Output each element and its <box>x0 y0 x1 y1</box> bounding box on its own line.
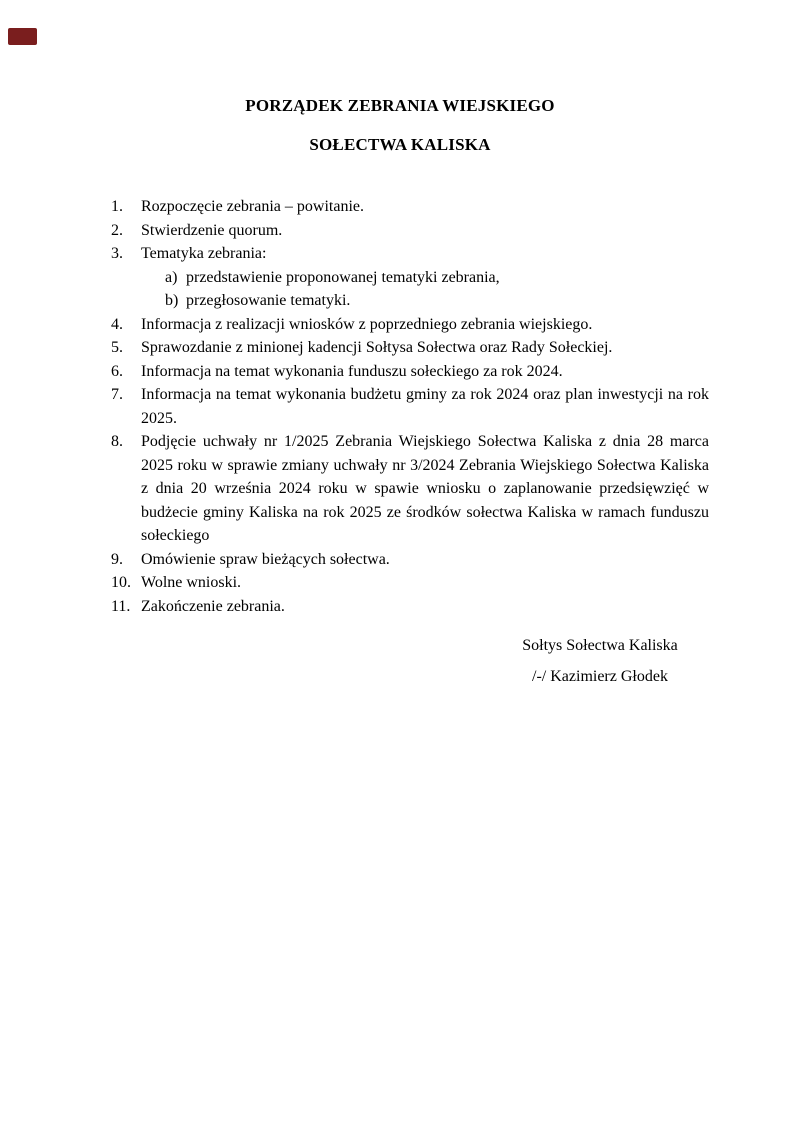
agenda-item-text: Omówienie spraw bieżących sołectwa. <box>141 550 390 568</box>
agenda-item-9 <box>111 548 709 572</box>
agenda-subitem-text: przedstawienie proponowanej tematyki zebrania, <box>186 268 500 286</box>
agenda-item-number: 10. <box>111 574 131 591</box>
agenda-item-7 <box>111 383 709 430</box>
agenda-item-3 <box>111 242 709 266</box>
agenda-item-text: Podjęcie uchwały nr 1/2025 Zebrania Wiejskiego Sołectwa Kaliska z dnia 28 marca 2025 roku w sprawie zmiany uchwały nr 3/2024 Zebrania Wiejskiego Sołectwa Kaliska z dnia 20 września 2024 roku w spawie wniosku o zaplanowanie przedsięwzięć w budżecie gminy Kaliska na rok 2025 ze środków sołectwa Kaliska w ramach funduszu sołeckiego <box>141 433 709 544</box>
agenda-item-number: 5. <box>111 339 123 356</box>
agenda-item-text: Zakończenie zebrania. <box>141 597 285 615</box>
agenda-item-1 <box>111 195 709 219</box>
agenda-subitem-number: b) <box>165 292 179 309</box>
agenda-item-6 <box>111 360 709 384</box>
document-title-line2: SOŁECTWA KALISKA <box>309 135 491 154</box>
agenda-item-2 <box>111 219 709 243</box>
document-title-line1: PORZĄDEK ZEBRANIA WIEJSKIEGO <box>245 96 555 115</box>
signature-role: Sołtys Sołectwa Kaliska <box>522 637 678 654</box>
agenda-item-text: Informacja na temat wykonania funduszu sołeckiego za rok 2024. <box>141 362 563 380</box>
agenda-item-number: 6. <box>111 362 123 380</box>
agenda-item-number: 2. <box>111 221 123 239</box>
agenda-item-number: 8. <box>111 433 123 450</box>
agenda-item-text: Informacja z realizacji wniosków z poprzedniego zebrania wiejskiego. <box>141 315 593 333</box>
agenda-item-11 <box>111 595 709 619</box>
agenda-item-number: 3. <box>111 245 123 262</box>
agenda-item-text: Sprawozdanie z minionej kadencji Sołtysa Sołectwa oraz Rady Sołeckiej. <box>141 339 613 356</box>
corner-red-mark <box>8 28 37 45</box>
agenda-item-5 <box>111 336 709 360</box>
agenda-item-text: Tematyka zebrania: <box>141 245 267 262</box>
signature-block <box>470 634 730 689</box>
agenda-item-4 <box>111 313 709 337</box>
agenda-item-text: Stwierdzenie quorum. <box>141 221 283 239</box>
agenda-item-text: Wolne wnioski. <box>141 574 242 591</box>
agenda-item-number: 1. <box>111 198 123 215</box>
agenda-subitem-text: przegłosowanie tematyki. <box>186 292 351 309</box>
agenda-list <box>111 195 709 618</box>
agenda-subitem-b <box>165 289 709 313</box>
document-header <box>0 94 800 157</box>
agenda-subitem-number: a) <box>165 268 178 286</box>
agenda-item-number: 11. <box>111 597 131 615</box>
agenda-subitem-a <box>165 266 709 290</box>
signature-name: /-/ Kazimierz Głodek <box>532 668 668 685</box>
agenda-item-number: 7. <box>111 386 123 403</box>
agenda-item-text: Rozpoczęcie zebrania – powitanie. <box>141 198 364 215</box>
agenda-item-number: 4. <box>111 315 123 333</box>
agenda-item-10 <box>111 571 709 595</box>
agenda-item-8 <box>111 430 709 548</box>
agenda-item-text: Informacja na temat wykonania budżetu gminy za rok 2024 oraz plan inwestycji na rok 2025. <box>141 386 709 427</box>
agenda-item-number: 9. <box>111 550 123 568</box>
